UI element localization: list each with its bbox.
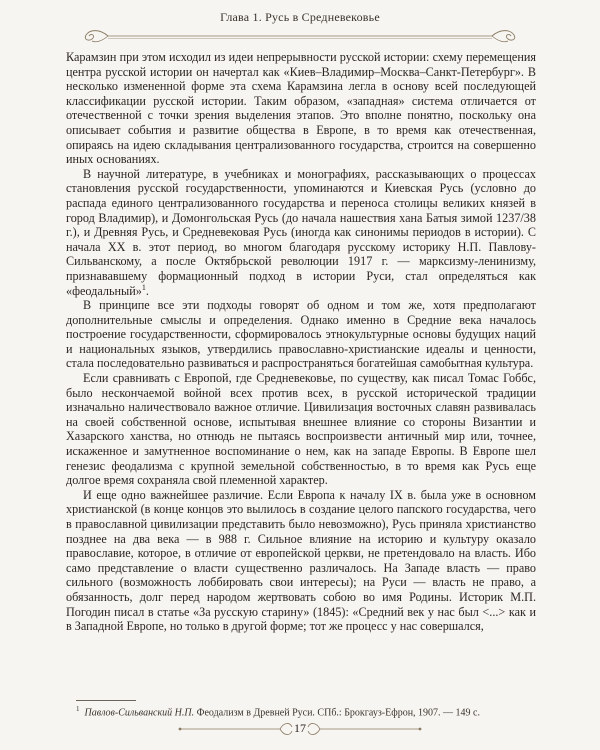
paragraph-3: В принципе все эти подходы говорят об одном и том же, хотя предполагают дополнительные смыслы и определения. Однако именно в Средние века началось построение государственности, сформировалось этнокультурные основы будущих наций и национальных языков, утвердились православно-христианские идеалы и ценности, стала последовательно развиваться и распространяться богатейшая самобытная культура. — [66, 298, 536, 371]
paragraph-4: Если сравнивать с Европой, где Средневековье, по существу, как писал Томас Гоббс, было нескончаемой войной всех против всех, в русской исторической традиции изначально наличествовало важное отличие. Цивилизация восточных славян развивалась на своей собственной основе, испытывая внешнее влияние со стороны Византии и Хазарского ханства, но отнюдь не пытаясь воспроизвести античный мир или, точнее, искаженное и замутненное воспоминание о нем, как на западе Европы. В Европе шел генезис феодализма с крупной земельной собственностью, в то время как Русь еще долгое время сохраняла свой племенной характер. — [66, 371, 536, 488]
page-number: 17 — [294, 721, 306, 735]
paragraph-1: Карамзин при этом исходил из идеи непрерывности русской истории: схему перемещения центра русской истории он начертал как «Киев–Владимир–Москва–Санкт-Петербург». В несколько измененной форме эта схема Карамзина легла в основу всей последующей классификации русской истории. Таким образом, «западная» система отличается от отечественной с точки зрения выделения этапов. Это вполне понятно, поскольку она описывает события и развитие общества в Европе, в то время как отечественная, опираясь на идею складывания централизованного государства, строится на совершенно иных основаниях. — [66, 50, 536, 167]
footnote-divider — [76, 700, 136, 701]
footnote-reference[interactable]: 1 — [141, 282, 146, 292]
page-footer — [0, 718, 600, 740]
paragraph-5: И еще одно важнейшее различие. Если Европа к началу IX в. была уже в основном христианской (в конце концов это вылилось в создание целого папского государства, чего в православной цивилизации представить было невозможно), Русь приняла христианство позднее на два века — в 988 г. Сильное влияние на историю и культуру оказало православие, которое, в отличие от европейской церкви, не претендовало на власть. Ибо само представление о власти существенно различалось. На Западе власть — право сильного (возможность лоббировать свои интересы); на Руси — власть не право, а обязанность, долг перед народом жертвовать собою во имя Родины. Историк М.П. Погодин писал в статье «За русскую старину» (1845): «Средний век у нас был <...> как и в Западной Европе, но только в другой форме; тот же процесс у нас совершался, — [66, 487, 536, 634]
footnote-author: Павлов-Сильванский Н.П. — [84, 707, 195, 719]
chapter-title: Глава 1. Русь в Средневековье — [220, 10, 380, 24]
footnote-mark: 1 — [76, 705, 80, 713]
header-ornament-icon — [78, 27, 522, 45]
running-header — [0, 10, 600, 50]
footnote — [76, 703, 546, 719]
paragraph-2: В научной литературе, в учебниках и монографиях, рассказывающих о процессах становления русской государственности, упоминаются и Киевская Русь (условно до распада единого централизованного государства и переноса столицы великих князей в город Владимир), и Домонгольская Русь (до начала нашествия хана Батыя зимой 1237/38 г.), и Древняя Русь, и Средневековая Русь (иногда как синонимы периодов в истории). С начала XX в. этот период, во многом благодаря русскому историку Н.П. Павлову-Сильванскому, а после Октябрьской революции 1917 г. — марксизму-ленинизму, признававшему формационный подход в истории Руси, стал определяться как «феодальный»$^1$. — [66, 166, 536, 298]
main-text — [66, 50, 536, 634]
footnote-text: Феодализм в Древней Руси. СПб.: Брокгауз-Ефрон, 1907. — 149 с. — [196, 707, 480, 719]
